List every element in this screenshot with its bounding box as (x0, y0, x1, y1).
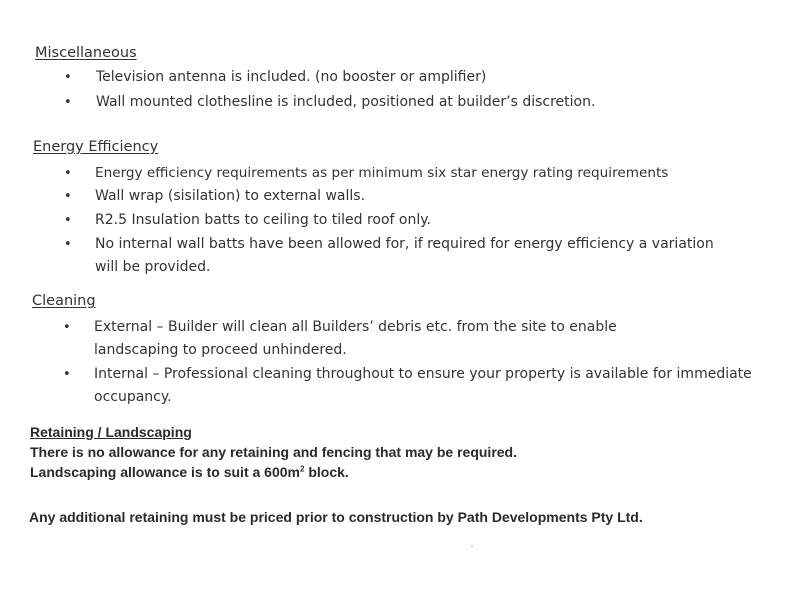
bullet-icon: • (64, 166, 72, 181)
superscript-squared: 2 (299, 464, 305, 474)
list-item: External – Builder will clean all Builders’ debris etc. from the site to enable landscaping to proceed unhindered. (94, 319, 617, 358)
retaining-heading: Retaining / Landscaping (30, 424, 192, 440)
list-item: No internal wall batts have been allowed for, if required for energy efficiency a variation will be provided. (95, 236, 714, 275)
bullet-icon: • (64, 189, 72, 204)
list-item: Television antenna is included. (no booster or amplifier) (96, 69, 487, 85)
landscaping-allowance (30, 464, 349, 480)
bullet-icon: • (64, 237, 72, 252)
section-heading-cleaning: Cleaning (32, 293, 96, 309)
retaining-statement: There is no allowance for any retaining and fencing that may be required. (30, 444, 517, 460)
list-item: Wall wrap (sisilation) to external walls. (95, 188, 366, 204)
list-item: Internal – Professional cleaning throughout to ensure your property is available for immediate occupancy. (94, 366, 752, 405)
landscaping-allowance-suffix: block. (304, 464, 349, 480)
list-item: Energy efficiency requirements as per minimum six star energy rating requirements (95, 165, 669, 181)
additional-retaining-note: Any additional retaining must be priced prior to construction by Path Developments Pty Ltd. (29, 509, 643, 525)
scan-speck (471, 545, 473, 547)
list-item: R2.5 Insulation batts to ceiling to tiled roof only. (95, 212, 431, 228)
bullet-icon: • (63, 320, 71, 335)
list-item: Wall mounted clothesline is included, positioned at builder’s discretion. (96, 94, 596, 110)
bullet-icon: • (64, 213, 72, 228)
landscaping-allowance-text: Landscaping allowance is to suit a 600m (30, 464, 300, 480)
section-heading-miscellaneous: Miscellaneous (35, 45, 137, 61)
bullet-icon: • (64, 95, 72, 110)
bullet-icon: • (64, 70, 72, 85)
section-heading-energy-efficiency: Energy Efficiency (33, 139, 159, 155)
bullet-icon: • (63, 367, 71, 382)
